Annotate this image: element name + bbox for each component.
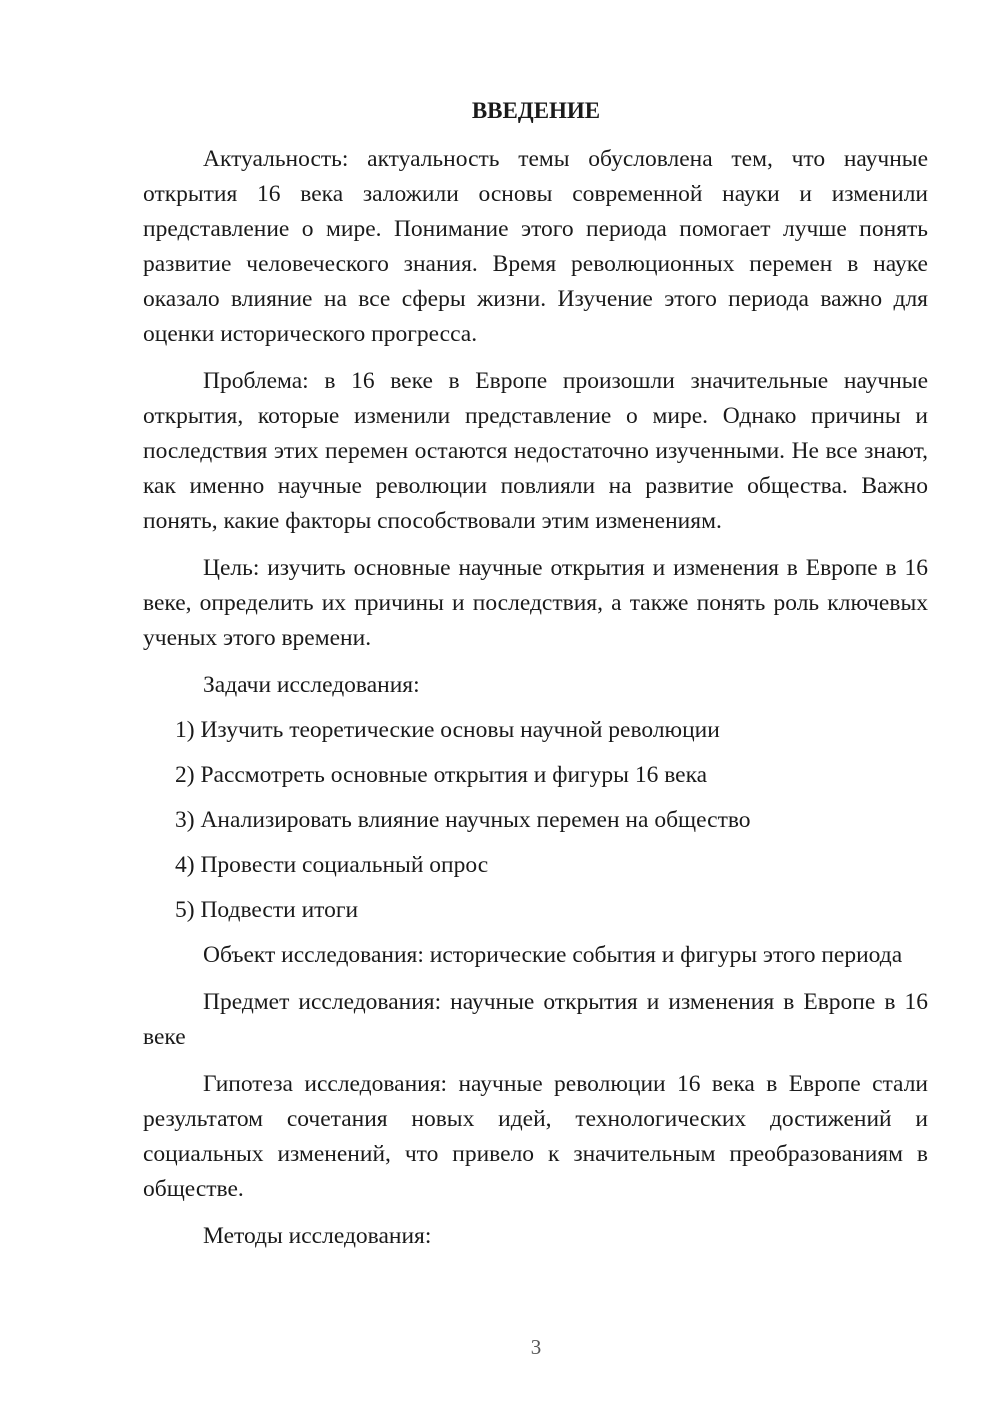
task-item-5: 5) Подвести итоги (175, 897, 359, 923)
task-item-1: 1) Изучить теоретические основы научной революции (175, 717, 720, 743)
paragraph-object: Объект исследования: исторические события и фигуры этого периода (203, 942, 903, 968)
section-heading: ВВЕДЕНИЕ (471, 98, 601, 123)
paragraph-goal: Цель: изучить основные научные открытия и изменения в Европе в 16 веке, определить их причины и последствия, а также понять роль ключевых ученых этого времени. (143, 555, 928, 651)
paragraph-problem: Проблема: в 16 веке в Европе произошли значительные научные открытия, которые изменили представление о мире. Однако причины и последствия этих перемен остаются недостаточно изученными. Не все знают, как именно научные революции повлияли на развитие общества. Важно понять, какие факторы способствовали этим изменениям. (143, 368, 928, 534)
paragraph-tasks-heading: Задачи исследования: (203, 672, 420, 698)
document-body (143, 142, 928, 1266)
page-number: 3 (530, 1335, 542, 1359)
paragraph-methods: Методы исследования: (203, 1223, 432, 1249)
paragraph-subject: Предмет исследования: научные открытия и изменения в Европе в 16 веке (143, 989, 928, 1050)
task-item-4: 4) Провести социальный опрос (175, 852, 489, 878)
paragraph-relevance: Актуальность: актуальность темы обусловлена тем, что научные открытия 16 века заложили основы современной науки и изменили представление о мире. Понимание этого периода помогает лучше понять развитие человеческого знания. Время революционных перемен в науке оказало влияние на все сферы жизни. Изучение этого периода важно для оценки исторического прогресса. (143, 146, 928, 347)
task-item-2: 2) Рассмотреть основные открытия и фигуры 16 века (175, 762, 708, 788)
task-item-3: 3) Анализировать влияние научных перемен на общество (175, 807, 751, 833)
paragraph-hypothesis: Гипотеза исследования: научные революции 16 века в Европе стали результатом сочетания новых идей, технологических достижений и социальных изменений, что привело к значительным преобразованиям в обществе. (143, 1071, 928, 1202)
